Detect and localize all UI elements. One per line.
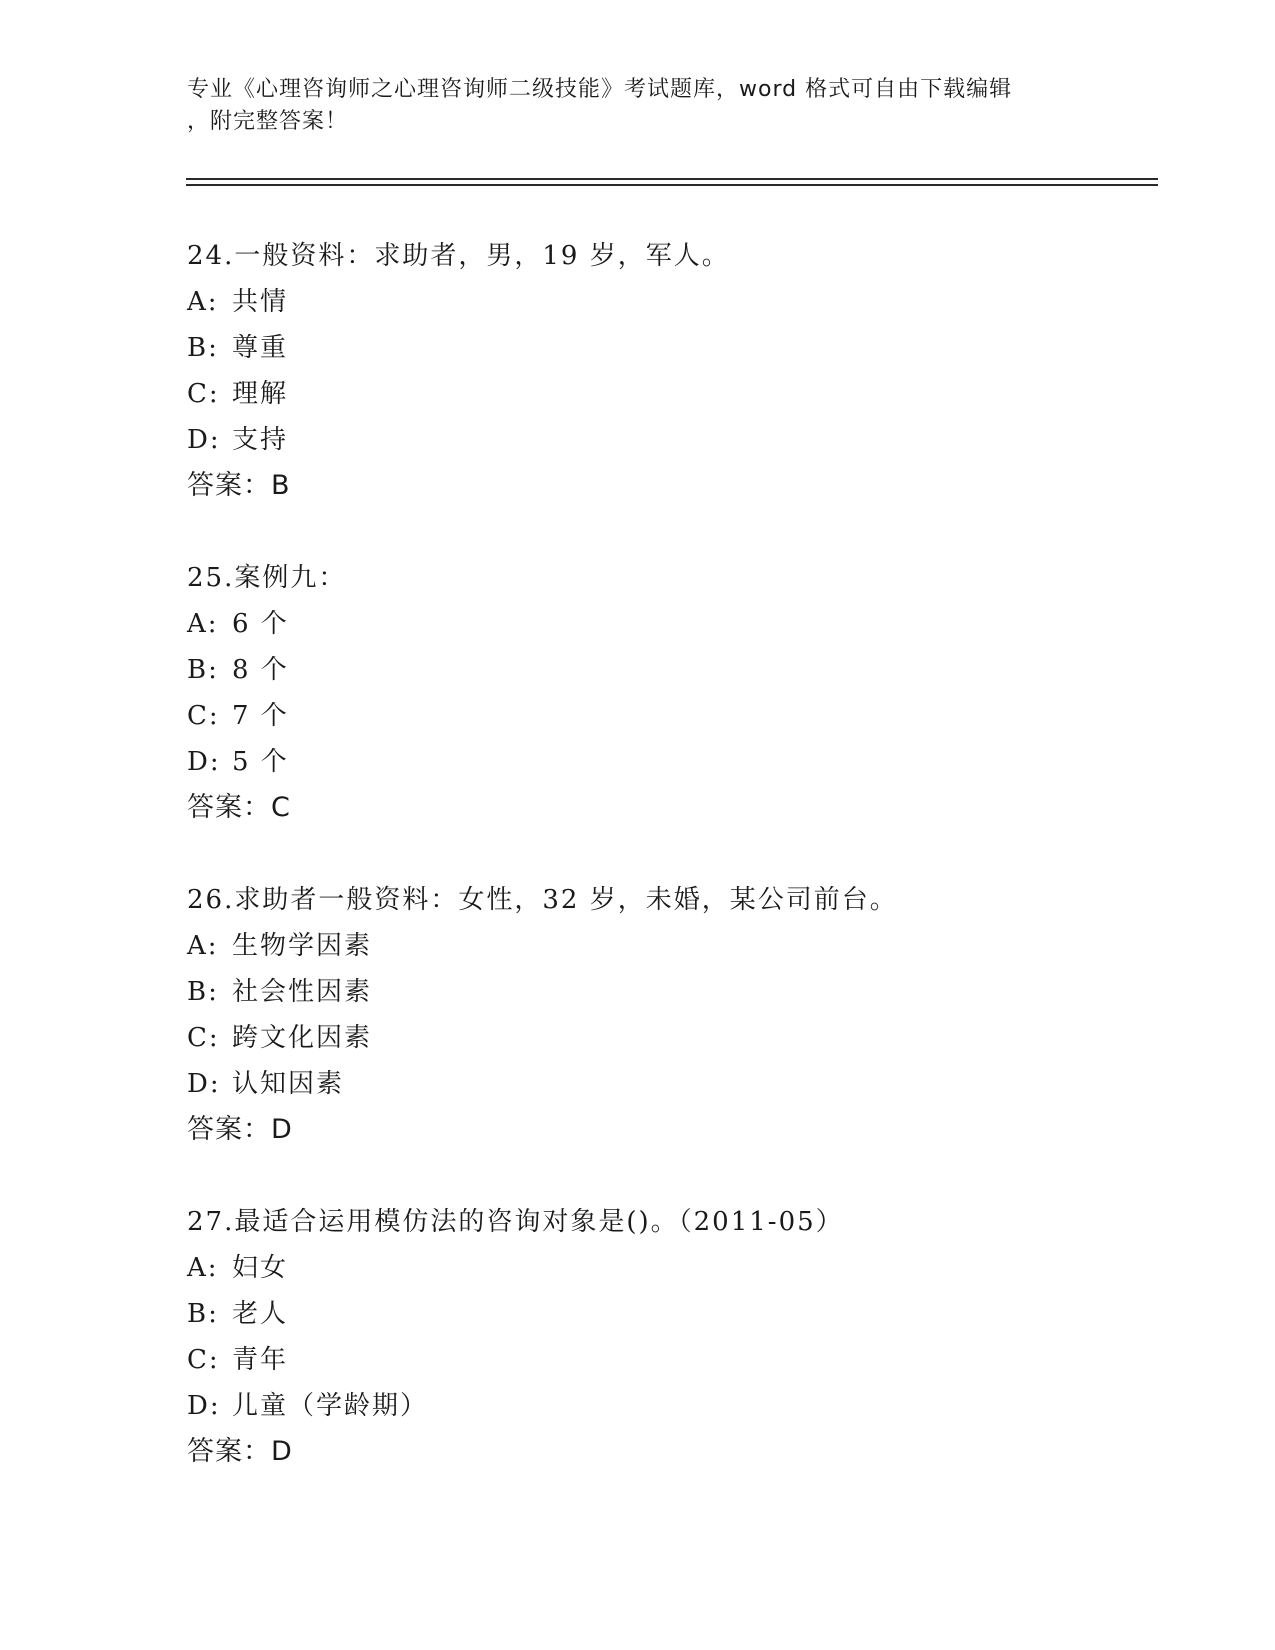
- option-text: 8 个: [232, 655, 289, 685]
- answer-line: 答案：C: [187, 792, 291, 823]
- option-key: B:: [187, 1299, 219, 1329]
- option-text: 儿童（学龄期）: [232, 1391, 429, 1421]
- question-stem: 27.最适合运用模仿法的咨询对象是()。（2011-05）: [187, 1207, 844, 1237]
- option-key: C:: [187, 379, 220, 409]
- option-text: 妇女: [232, 1253, 289, 1283]
- option-text: 共情: [232, 287, 289, 317]
- option-text: 支持: [232, 425, 289, 455]
- option-c: [187, 371, 1147, 417]
- option-key: B:: [187, 655, 219, 685]
- option-b: [187, 969, 1147, 1015]
- option-key: D:: [187, 1069, 221, 1099]
- option-text: 6 个: [232, 609, 289, 639]
- option-d: [187, 1061, 1147, 1107]
- option-b: [187, 325, 1147, 371]
- option-text: 7 个: [232, 701, 289, 731]
- header-line-1: 专业《心理咨询师之心理咨询师二级技能》考试题库，word 格式可自由下载编辑: [187, 77, 1013, 102]
- option-text: 生物学因素: [232, 931, 373, 961]
- header-line-2: ，附完整答案！: [187, 109, 349, 134]
- question-block: [187, 233, 1147, 509]
- option-a: [187, 923, 1147, 969]
- question-stem: 25.案例九：: [187, 563, 347, 593]
- option-c: [187, 693, 1147, 739]
- question-block: [187, 877, 1147, 1153]
- option-d: [187, 1383, 1147, 1429]
- option-d: [187, 739, 1147, 785]
- header-divider-top: [186, 178, 1158, 180]
- option-text: 社会性因素: [232, 977, 373, 1007]
- option-a: [187, 279, 1147, 325]
- option-b: [187, 1291, 1147, 1337]
- option-key: B:: [187, 333, 219, 363]
- option-key: A:: [187, 287, 219, 317]
- option-d: [187, 417, 1147, 463]
- option-key: C:: [187, 701, 220, 731]
- answer-line: 答案：B: [187, 470, 291, 501]
- option-a: [187, 1245, 1147, 1291]
- option-key: A:: [187, 609, 219, 639]
- option-b: [187, 647, 1147, 693]
- answer-line: 答案：D: [187, 1114, 293, 1145]
- option-c: [187, 1337, 1147, 1383]
- option-text: 老人: [232, 1299, 289, 1329]
- option-key: D:: [187, 747, 221, 777]
- option-key: D:: [187, 425, 221, 455]
- option-key: C:: [187, 1345, 220, 1375]
- option-c: [187, 1015, 1147, 1061]
- option-key: A:: [187, 1253, 219, 1283]
- option-key: D:: [187, 1391, 221, 1421]
- answer-line: 答案：D: [187, 1436, 293, 1467]
- option-text: 5 个: [232, 747, 289, 777]
- option-key: A:: [187, 931, 219, 961]
- question-list: [187, 233, 1147, 1521]
- question-stem: 26.求助者一般资料：女性，32 岁，未婚，某公司前台。: [187, 885, 898, 915]
- option-text: 跨文化因素: [232, 1023, 373, 1053]
- header-divider-bottom: [186, 184, 1158, 186]
- option-a: [187, 601, 1147, 647]
- option-text: 认知因素: [232, 1069, 345, 1099]
- option-text: 理解: [232, 379, 289, 409]
- document-header: [187, 74, 1087, 138]
- option-text: 尊重: [232, 333, 289, 363]
- option-key: C:: [187, 1023, 220, 1053]
- question-stem: 24.一般资料：求助者，男，19 岁，军人。: [187, 241, 730, 271]
- question-block: [187, 555, 1147, 831]
- option-key: B:: [187, 977, 219, 1007]
- question-block: [187, 1199, 1147, 1475]
- option-text: 青年: [232, 1345, 289, 1375]
